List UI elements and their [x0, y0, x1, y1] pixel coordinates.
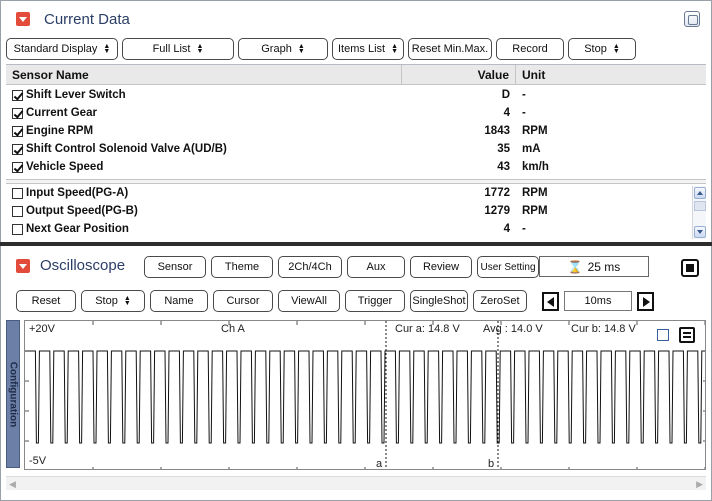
collapse-icon[interactable] [16, 12, 30, 26]
cursor-b-marker[interactable]: b [488, 458, 495, 470]
button-label: Reset [31, 295, 61, 307]
stop-button[interactable] [81, 290, 145, 312]
button-label: SingleShot [412, 295, 466, 307]
sensor-name-cell [6, 223, 402, 235]
cursor-a-marker[interactable]: a [376, 458, 383, 470]
cursor-a-readout: Cur a: 14.8 V [395, 323, 460, 335]
sensor-value: D [501, 89, 510, 101]
updown-arrow-icon: ▲ ▼ [103, 42, 111, 55]
stop-button[interactable] [568, 38, 636, 60]
graph-button[interactable] [238, 38, 328, 60]
sensor-unit: km/h [522, 161, 549, 173]
review-button[interactable] [410, 256, 472, 278]
zoom-decrease-icon[interactable] [542, 292, 559, 311]
scroll-right-icon[interactable]: ▶ [696, 479, 703, 489]
sensor-name: Engine RPM [26, 125, 94, 137]
sensor-value: 43 [497, 161, 510, 173]
sensor-unit: RPM [522, 187, 548, 199]
button-label: Review [422, 261, 460, 273]
time-per-div-display[interactable] [539, 256, 649, 277]
scroll-down-icon[interactable] [694, 226, 706, 238]
sensor-name: Current Gear [26, 107, 97, 119]
sensor-value: 1772 [484, 187, 510, 199]
aux-button[interactable] [347, 256, 405, 278]
table-row[interactable] [6, 86, 694, 104]
row-checkbox[interactable] [12, 206, 23, 217]
button-label: Stop [584, 43, 607, 55]
sensor-name: Next Gear Position [26, 223, 129, 235]
reset-button[interactable] [16, 290, 76, 312]
table-row[interactable] [6, 158, 694, 176]
reset-min-max-button[interactable] [408, 38, 492, 60]
sensor-unit: - [522, 89, 526, 101]
2ch-4ch-button[interactable] [278, 256, 342, 278]
sensor-name: Input Speed(PG-A) [26, 187, 129, 199]
user-setting-button[interactable] [477, 256, 539, 278]
row-checkbox[interactable] [12, 224, 23, 235]
button-label: Full List [152, 43, 191, 55]
sensor-name: Shift Control Solenoid Valve A(UD/B) [26, 143, 227, 155]
cursor-button[interactable] [213, 290, 273, 312]
column-header-unit[interactable]: Unit [522, 67, 546, 82]
bottom-voltage-label: -5V [29, 455, 47, 467]
table-row[interactable] [6, 202, 694, 220]
oscilloscope-toolbar-top [144, 256, 539, 278]
waveform-canvas [25, 321, 706, 470]
updown-arrow-icon: ▲ ▼ [123, 294, 131, 307]
items-list-button[interactable] [332, 38, 404, 60]
sensor-button[interactable] [144, 256, 206, 278]
scroll-sensor-rows [6, 184, 694, 238]
button-label: Graph [261, 43, 292, 55]
sensor-data-table [6, 64, 706, 242]
table-vertical-scrollbar[interactable] [692, 186, 706, 239]
trigger-button[interactable] [345, 290, 405, 312]
theme-button[interactable] [211, 256, 273, 278]
sensor-unit: RPM [522, 205, 548, 217]
record-button[interactable] [496, 38, 564, 60]
standard-display-button[interactable] [6, 38, 118, 60]
sensor-name-cell [6, 143, 402, 155]
button-label: Cursor [226, 295, 260, 307]
table-row[interactable] [6, 104, 694, 122]
singleshot-button[interactable] [410, 290, 468, 312]
waveform-trace [25, 351, 706, 443]
sensor-name: Output Speed(PG-B) [26, 205, 138, 217]
sensor-unit: - [522, 107, 526, 119]
cursor-b-readout: Cur b: 14.8 V [571, 323, 636, 335]
scroll-up-icon[interactable] [694, 187, 706, 199]
row-checkbox[interactable] [12, 188, 23, 199]
sensor-value: 4 [503, 223, 510, 235]
table-row[interactable] [6, 220, 694, 238]
button-label: ZeroSet [480, 295, 520, 307]
restore-window-icon[interactable] [684, 11, 700, 27]
table-row[interactable] [6, 122, 694, 140]
stop-capture-button[interactable] [681, 259, 699, 277]
configuration-tab[interactable] [6, 320, 20, 468]
button-label: Aux [366, 261, 386, 273]
viewall-button[interactable] [278, 290, 340, 312]
row-checkbox[interactable] [12, 90, 23, 101]
column-header-value[interactable]: Value [402, 65, 516, 84]
button-label: ViewAll [291, 295, 327, 307]
time-per-div-value: 25 ms [587, 259, 621, 274]
button-label: Sensor [157, 261, 193, 273]
zeroset-button[interactable] [473, 290, 527, 312]
full-list-button[interactable] [122, 38, 234, 60]
sensor-name-cell [6, 89, 402, 101]
button-label: Items List [338, 43, 386, 55]
current-data-titlebar [6, 6, 706, 32]
sensor-unit: mA [522, 143, 541, 155]
zoom-increase-icon[interactable] [637, 292, 654, 311]
scope-menu-icon[interactable] [679, 327, 695, 343]
sensor-name-cell [6, 161, 402, 173]
sensor-value: 1279 [484, 205, 510, 217]
button-label: Reset Min.Max. [411, 43, 489, 55]
row-checkbox[interactable] [12, 108, 23, 119]
sensor-name-cell [6, 125, 402, 137]
scroll-left-icon[interactable]: ◀ [9, 479, 16, 489]
zoom-value[interactable]: 10ms [564, 291, 632, 311]
button-label: Stop [95, 295, 118, 307]
scope-checkbox[interactable] [657, 329, 669, 341]
sensor-name-cell [6, 107, 402, 119]
button-label: Standard Display [13, 43, 98, 55]
oscilloscope-toolbar-bottom [16, 290, 654, 312]
scope-grid [25, 321, 706, 470]
current-data-toolbar [6, 36, 636, 62]
sensor-unit: - [522, 223, 526, 235]
table-row[interactable] [6, 184, 694, 202]
sensor-value: 1843 [484, 125, 510, 137]
updown-arrow-icon: ▲ ▼ [196, 42, 204, 55]
updown-arrow-icon: ▲ ▼ [612, 42, 620, 55]
updown-arrow-icon: ▲ ▼ [297, 42, 305, 55]
channel-label: Ch A [221, 323, 245, 335]
oscilloscope-title: Oscilloscope [40, 257, 126, 274]
top-voltage-label: +20V [29, 323, 55, 335]
configuration-tab-label: Configuration [7, 361, 19, 427]
button-label: Name [164, 295, 194, 307]
table-header [6, 65, 706, 85]
scrollbar-thumb[interactable] [694, 201, 706, 211]
button-label: Trigger [357, 295, 393, 307]
table-row[interactable] [6, 140, 694, 158]
sensor-name-cell [6, 187, 402, 199]
waveform-display[interactable] [24, 320, 706, 470]
button-label: Record [512, 43, 548, 55]
name-button[interactable] [150, 290, 208, 312]
sensor-name: Shift Lever Switch [26, 89, 126, 101]
collapse-icon[interactable] [16, 259, 30, 273]
sensor-value: 35 [497, 143, 510, 155]
clock-icon: ⌛ [567, 259, 583, 274]
sensor-value: 4 [503, 107, 510, 119]
sensor-name: Vehicle Speed [26, 161, 104, 173]
horizontal-scrollbar[interactable] [6, 476, 706, 490]
panel-divider[interactable] [0, 242, 712, 246]
row-checkbox[interactable] [12, 126, 23, 137]
column-header-sensor-name[interactable]: Sensor Name [6, 65, 402, 84]
sensor-name-cell [6, 205, 402, 217]
button-label: Theme [224, 261, 260, 273]
updown-arrow-icon: ▲ ▼ [391, 42, 399, 55]
oscilloscope-titlebar [16, 257, 125, 274]
panel-title: Current Data [44, 10, 130, 28]
button-label: User Setting [480, 261, 536, 273]
sensor-unit: RPM [522, 125, 548, 137]
button-label: 2Ch/4Ch [288, 261, 332, 273]
row-checkbox[interactable] [12, 144, 23, 155]
fixed-sensor-rows [6, 86, 694, 176]
average-readout: Avg : 14.0 V [483, 323, 543, 335]
row-checkbox[interactable] [12, 162, 23, 173]
